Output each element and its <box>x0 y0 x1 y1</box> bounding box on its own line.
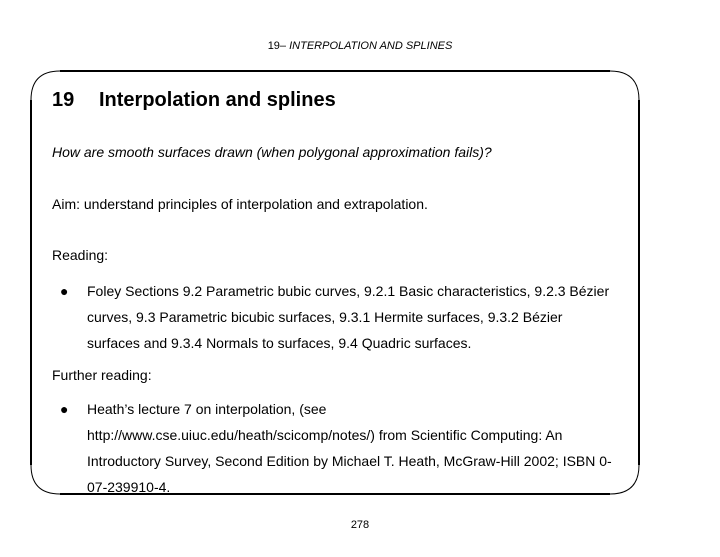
section-title: Interpolation and splines <box>99 89 336 111</box>
list-item <box>60 396 615 500</box>
bullet-icon: ● <box>60 283 69 299</box>
further-reading-label: Further reading: <box>52 367 152 383</box>
reading-label: Reading: <box>52 247 109 263</box>
page-number: 278 <box>350 519 370 531</box>
guiding-question: How are smooth surfaces drawn (when polygonal approximation fails)? <box>52 144 492 160</box>
running-header <box>0 40 720 52</box>
further-reading-item-text: Heath’s lecture 7 on interpolation, (see http://www.cse.uiuc.edu/heath/scicomp/notes/) from Scientific Computing: An Introductory Survey, Second Edition by Michael T. Heath, McGraw-Hill 2002; ISBN 0-07-239910-4. <box>87 401 612 495</box>
reading-item-text: Foley Sections 9.2 Parametric bubic curves, 9.2.1 Basic characteristics, 9.2.3 Bézier curves, 9.3 Parametric bicubic surfaces, 9.3.1 Hermite surfaces, 9.3.2 Bézier surfaces and 9.3.4 Normals to surfaces, 9.4 Quadric surfaces. <box>87 283 610 351</box>
section-number: 19 <box>52 89 75 111</box>
section-heading <box>52 86 622 114</box>
running-header-title: INTERPOLATION AND SPLINES <box>289 40 453 52</box>
list-item <box>60 278 615 356</box>
running-header-number: 19– <box>267 40 287 52</box>
slide-content <box>52 86 622 495</box>
bullet-icon: ● <box>60 401 69 417</box>
aim-statement: Aim: understand principles of interpolation and extrapolation. <box>52 196 428 212</box>
